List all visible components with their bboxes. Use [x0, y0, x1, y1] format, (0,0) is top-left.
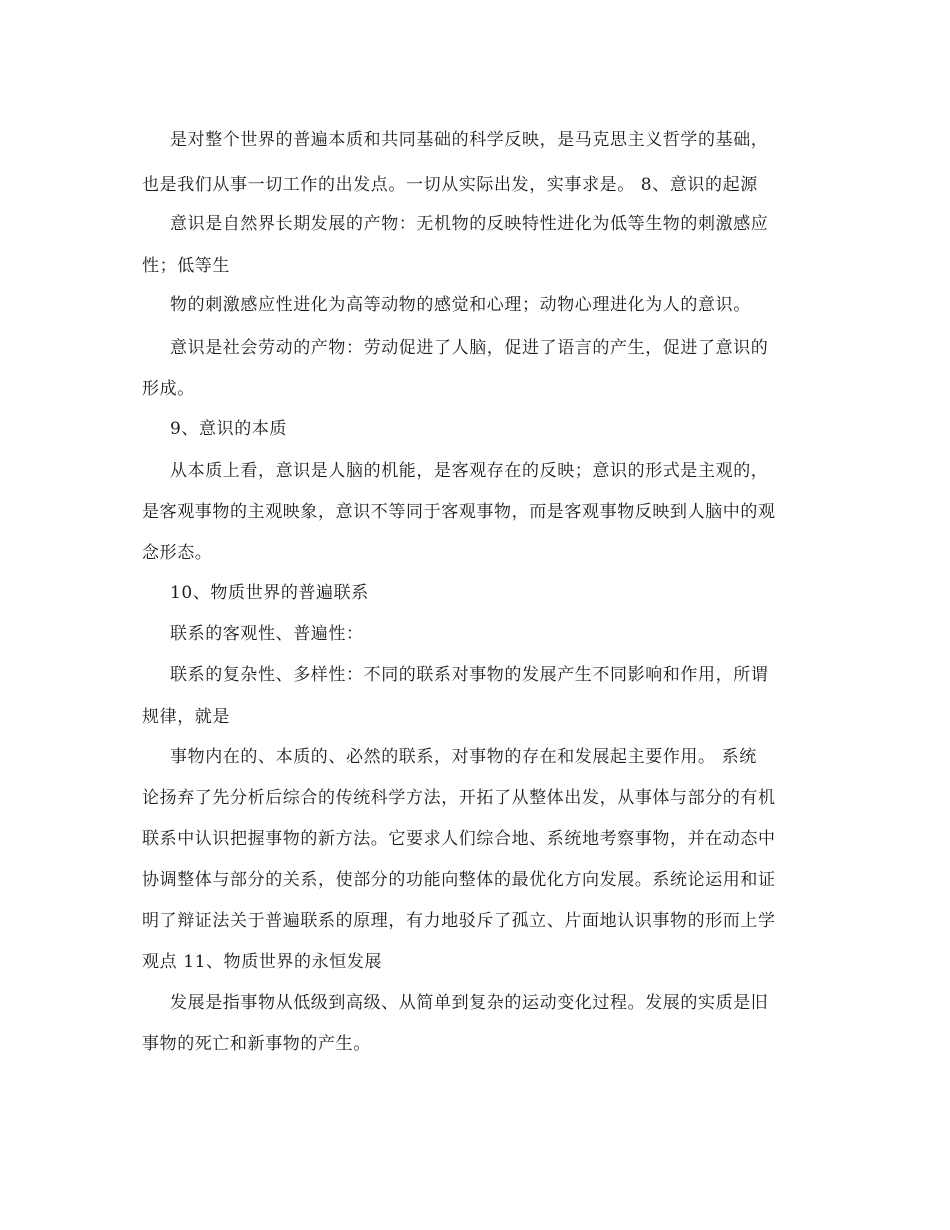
text-line: 发展是指事物从低级到高级、从简单到复杂的运动变化过程。发展的实质是旧: [170, 993, 769, 1013]
text-line: 观点 11、物质世界的永恒发展: [142, 952, 383, 972]
text-line: 意识是自然界长期发展的产物：无机物的反映特性进化为低等生物的刺激感应: [170, 214, 769, 234]
text-line: 事物内在的、本质的、必然的联系，对事物的存在和发展起主要作用。 系统: [170, 747, 757, 767]
text-line: 意识是社会劳动的产物：劳动促进了人脑，促进了语言的产生，促进了意识的: [170, 338, 769, 358]
text-line: 联系的复杂性、多样性：不同的联系对事物的发展产生不同影响和作用，所谓: [170, 665, 769, 685]
text-line: 联系的客观性、普遍性：: [170, 624, 364, 644]
text-line: 物的刺激感应性进化为高等动物的感觉和心理；动物心理进化为人的意识。: [170, 295, 751, 315]
text-line: 联系中认识把握事物的新方法。它要求人们综合地、系统地考察事物，并在动态中: [142, 829, 776, 849]
text-line: 明了辩证法关于普遍联系的原理，有力地驳斥了孤立、片面地认识事物的形而上学: [142, 911, 776, 931]
text-line: 从本质上看，意识是人脑的机能，是客观存在的反映；意识的形式是主观的，: [170, 461, 769, 481]
text-line: 是对整个世界的普遍本质和共同基础的科学反映，是马克思主义哲学的基础，: [170, 130, 769, 150]
text-line: 协调整体与部分的关系，使部分的功能向整体的最优化方向发展。系统论运用和证: [142, 870, 776, 890]
text-line: 性；低等生: [142, 256, 230, 276]
section-heading: 10、物质世界的普遍联系: [170, 583, 369, 603]
text-line: 形成。: [142, 379, 195, 399]
text-line: 也是我们从事一切工作的出发点。一切从实际出发，实事求是。 8、意识的起源: [142, 175, 758, 195]
text-line: 是客观事物的主观映象，意识不等同于客观事物，而是客观事物反映到人脑中的观: [142, 502, 776, 522]
section-heading: 9、意识的本质: [170, 419, 288, 439]
text-line: 念形态。: [142, 543, 213, 563]
text-line: 规律，就是: [142, 707, 230, 727]
text-line: 事物的死亡和新事物的产生。: [142, 1034, 371, 1054]
text-line: 论扬弃了先分析后综合的传统科学方法，开拓了从整体出发，从事体与部分的有机: [142, 788, 776, 808]
